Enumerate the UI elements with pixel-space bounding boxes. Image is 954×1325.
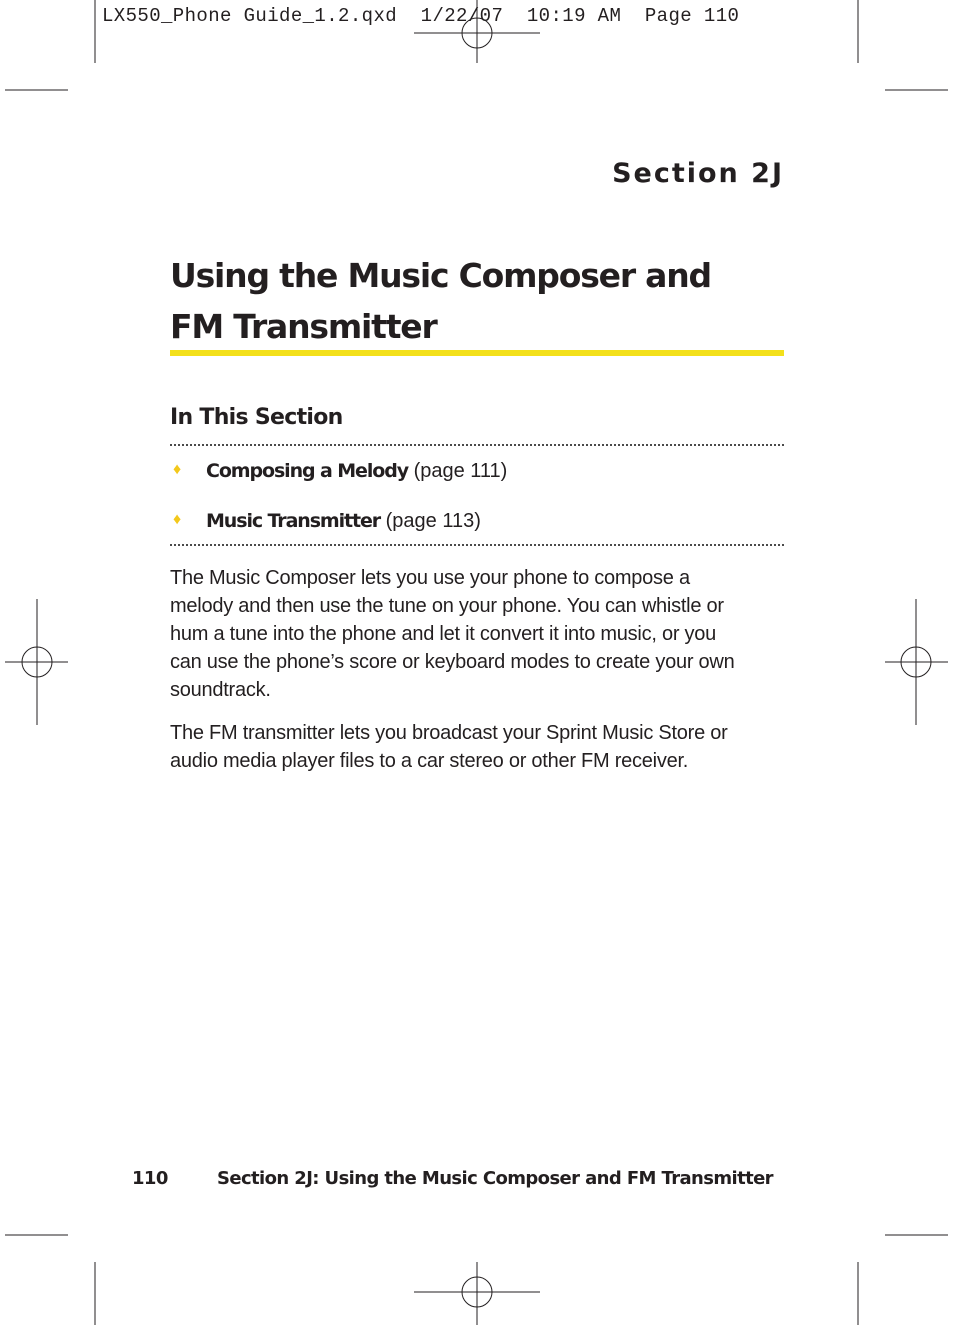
title-underline — [170, 350, 784, 356]
registration-target-left — [5, 599, 68, 725]
chapter-title: Using the Music Composer and FM Transmitter — [170, 256, 711, 346]
dotted-divider-top — [170, 444, 784, 446]
page-reference: (page 113) — [385, 510, 481, 532]
registration-target-right — [885, 599, 948, 725]
toc-link-music-transmitter[interactable]: Music Transmitter — [206, 510, 381, 532]
diamond-bullet-icon: ♦ — [173, 461, 182, 478]
intro-paragraph-composer: The Music Composer lets you use your phone to compose a melody and then use the tune on your phone. You can whistle or hum a tune into the phone and let it convert it into music, or you can use the phone’s score or keyboard modes to create your own soundtrack. — [170, 567, 735, 701]
intro-paragraph-transmitter: The FM transmitter lets you broadcast your Sprint Music Store or audio media player files to a car stereo or other FM receiver. — [170, 722, 728, 772]
page-number: 110 — [132, 1168, 168, 1189]
registration-target-top — [414, 0, 540, 63]
registration-target-bottom — [414, 1262, 540, 1325]
dotted-divider-bottom — [170, 544, 784, 546]
diamond-bullet-icon: ♦ — [173, 511, 182, 528]
section-label: Section 2J — [612, 158, 784, 189]
page-reference: (page 111) — [413, 460, 508, 482]
page-footer — [132, 1168, 773, 1189]
print-slug-line: LX550_Phone Guide_1.2.qxd 1/22/07 10:19 AM Page 110 — [102, 5, 740, 27]
toc-link-composing-a-melody[interactable]: Composing a Melody — [206, 460, 408, 482]
running-footer-title: Section 2J: Using the Music Composer and FM Transmitter — [217, 1168, 773, 1189]
in-this-section-heading: In This Section — [170, 405, 343, 430]
